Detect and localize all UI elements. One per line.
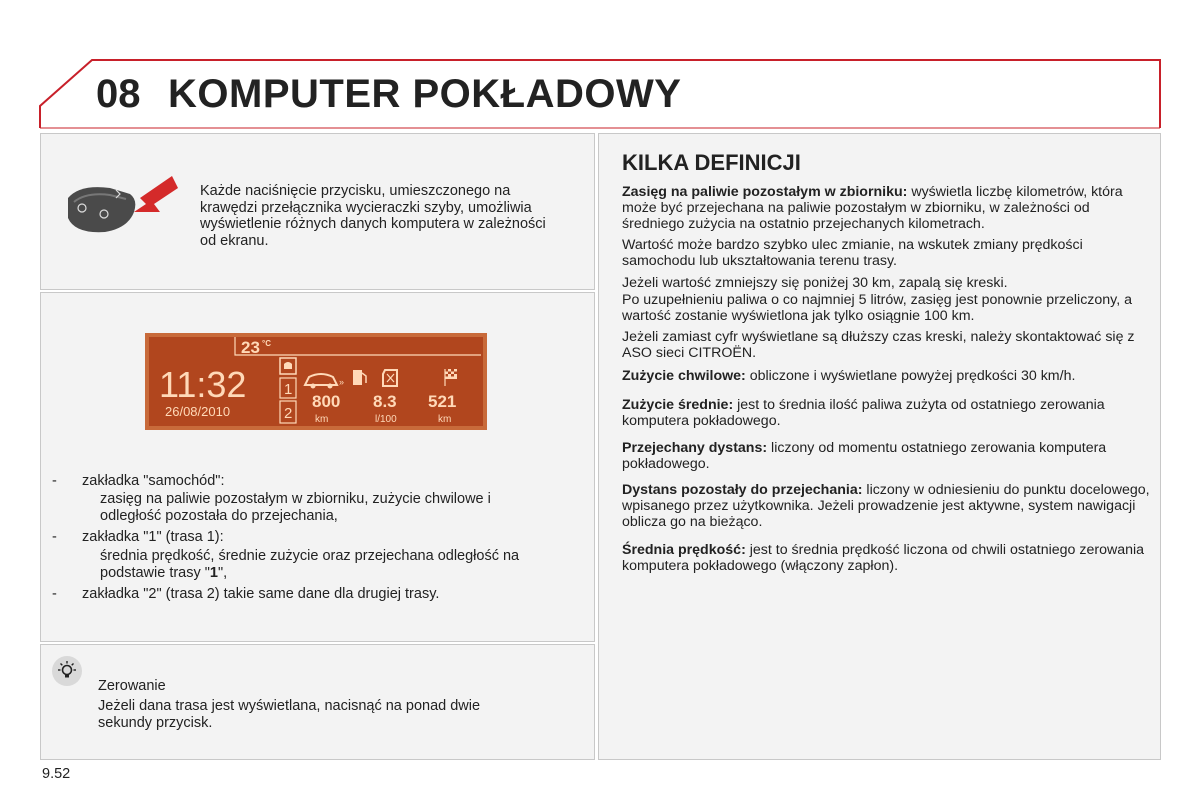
display-date: 26/08/2010 <box>165 404 231 419</box>
chapter-number: 08 <box>96 72 141 116</box>
wiper-stalk-illustration <box>60 168 185 240</box>
bullet-car-tab: zakładka "samochód": <box>82 473 225 489</box>
display-time: 11:32 <box>159 364 247 405</box>
definition-range-refuel: Po uzupełnieniu paliwa o co najmniej 5 litrów, zasięg jest ponownie przeliczony, a wartość zostanie wyświetlona jak tylko osiągnie 100 km. <box>622 292 1132 324</box>
chapter-title: KOMPUTER POKŁADOWY <box>168 72 682 116</box>
definition-instant-consumption: Zużycie chwilowe: obliczone i wyświetlane powyżej prędkości 30 km/h. <box>622 368 1076 384</box>
display-temperature: 23 <box>241 338 260 357</box>
display-distance-value: 521 <box>428 392 457 411</box>
fuel-pump-icon <box>353 370 362 385</box>
bullet-trip1-detail: średnia prędkość, średnie zużycie oraz przejechana odległość na podstawie trasy "1", <box>100 548 520 581</box>
bullet-dash: - <box>52 473 57 489</box>
definitions-heading: KILKA DEFINICJI <box>622 150 801 175</box>
bullet-dash: - <box>52 586 57 602</box>
definition-distance-remaining: Dystans pozostały do przejechania: liczony w odniesieniu do punktu docelowego, wpisanego przez użytkownika. Jeżeli prowadzenie jest aktywne, system nawigacji oblicza go na bieżąco. <box>622 482 1150 530</box>
display-range-value: 800 <box>312 392 341 411</box>
bullet-trip1-tab: zakładka "1" (trasa 1): <box>82 529 224 545</box>
tip-text: Jeżeli dana trasa jest wyświetlana, nacisnąć na ponad dwie sekundy przycisk. <box>98 698 481 731</box>
bullet-dash: - <box>52 529 57 545</box>
display-tab-1: 1 <box>284 381 293 398</box>
lamp-icon <box>52 656 82 686</box>
definition-range-service: Jeżeli zamiast cyfr wyświetlane są dłuższy czas kreski, należy skontaktować się z ASO sieci CITROËN. <box>622 329 1135 361</box>
definition-average-speed: Średnia prędkość: jest to średnia prędkość liczona od chwili ostatniego zerowania komputera pokładowego (włączony zapłon). <box>622 542 1145 574</box>
bullet-car-tab-detail: zasięg na paliwie pozostałym w zbiorniku, zużycie chwilowe i odległość pozostała do przejechania, <box>100 491 491 524</box>
display-temp-unit: °C <box>262 339 271 348</box>
display-distance-unit: km <box>438 414 452 425</box>
definition-average-consumption: Zużycie średnie: jest to średnia ilość paliwa zużyta od ostatniego zerowania komputera pokładowego. <box>622 397 1105 429</box>
definition-range-note: Wartość może bardzo szybko ulec zmianie, na wskutek zmiany prędkości samochodu lub ukształtowania terenu trasy. <box>622 237 1083 269</box>
display-consumption-unit: l/100 <box>375 414 397 425</box>
page-number: 9.52 <box>42 766 71 782</box>
display-range-unit: km <box>315 414 329 425</box>
bullet-trip2-tab: zakładka "2" (trasa 2) takie same dane dla drugiej trasy. <box>82 586 440 602</box>
intro-text: Każde naciśnięcie przycisku, umieszczonego na krawędzi przełącznika wycieraczki szyby, umożliwia wyświetlenie różnych danych komputera w zależności od ekranu. <box>200 183 546 249</box>
definition-distance-travelled: Przejechany dystans: liczony od momentu ostatniego zerowania komputera pokładowego. <box>622 440 1107 472</box>
display-tab-2: 2 <box>284 405 293 422</box>
arrows-icon: » <box>339 377 345 387</box>
definition-range-dashes: Jeżeli wartość zmniejszy się poniżej 30 km, zapalą się kreski. <box>622 275 1008 291</box>
tip-title: Zerowanie <box>98 678 166 694</box>
display-consumption-value: 8.3 <box>373 392 397 411</box>
multifunction-display <box>145 333 487 430</box>
definition-range: Zasięg na paliwie pozostałym w zbiorniku: wyświetla liczbę kilometrów, która może być przejechana na paliwie pozostałym w zbiorniku, w zależności od średniego zużycia na ostatnio przejechanych kilometrach. <box>622 184 1123 232</box>
